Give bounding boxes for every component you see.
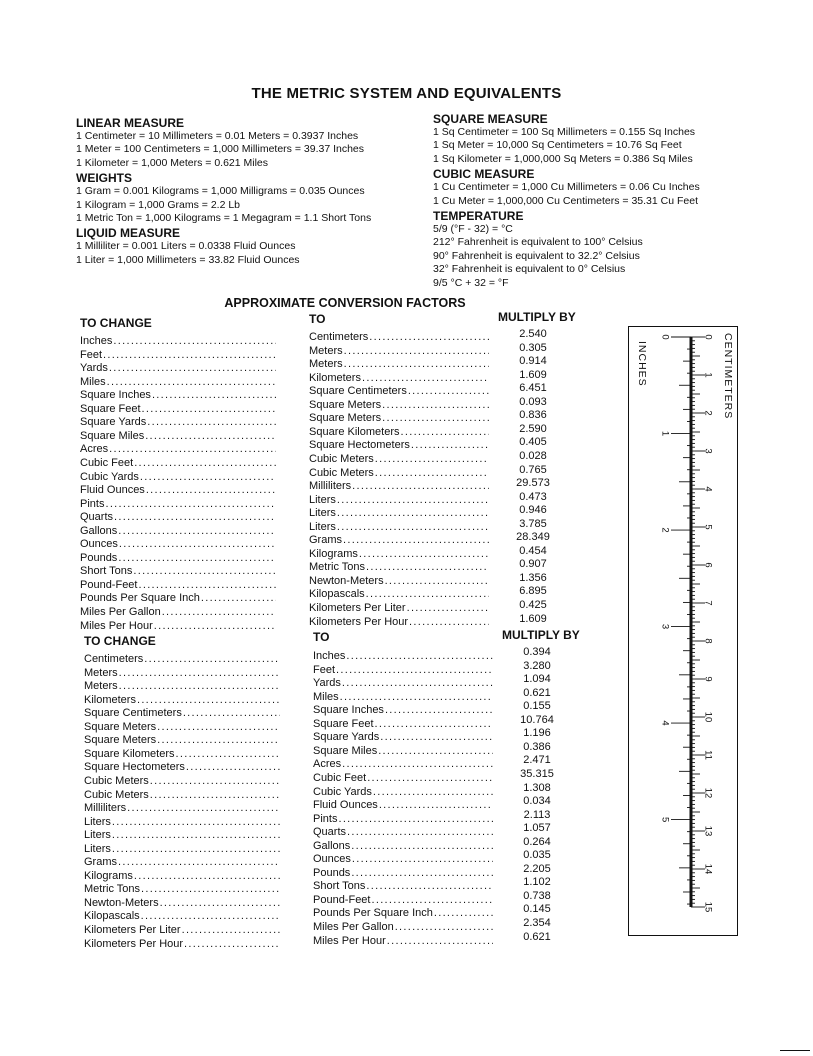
unit-from: Newton-Meters: [84, 896, 159, 909]
inch-number: 3: [659, 623, 671, 630]
unit-from: Miles Per Hour: [80, 619, 153, 632]
section-heading: CUBIC MEASURE: [433, 167, 535, 182]
cm-number: 12: [702, 787, 714, 799]
leader-dots: [375, 718, 493, 731]
table-row-from: [84, 883, 280, 896]
unit-from: Cubic Meters: [84, 774, 149, 787]
table-row-from: [84, 938, 280, 951]
unit-from: Pounds: [80, 551, 118, 564]
cm-number: 7: [702, 600, 714, 606]
unit-to: Centimeters: [309, 331, 369, 343]
unit-to: Pound-Feet: [313, 893, 371, 906]
unit-to: Kilometers Per Hour: [309, 615, 409, 628]
unit-to: Cubic Meters: [309, 452, 374, 465]
unit-to: Acres: [313, 758, 342, 771]
multiplier-value: 6.895: [519, 585, 547, 598]
leader-dots: [346, 650, 493, 663]
unit-from: Fluid Ounces: [80, 484, 145, 497]
section-heading: LIQUID MEASURE: [76, 226, 181, 241]
unit-to: Metric Tons: [309, 561, 366, 574]
unit-from: Kilograms: [84, 869, 133, 882]
page-corner-mark: [780, 1050, 810, 1051]
unit-from: Cubic Meters: [84, 788, 149, 801]
table-row-from: [84, 802, 280, 815]
unit-to: Pounds: [313, 866, 351, 879]
table-row-to: [313, 691, 493, 704]
measure-line: 9/5 °C + 32 = °F: [433, 276, 509, 289]
multiplier-value: 0.145: [523, 903, 551, 916]
measure-line: 1 Metric Ton = 1,000 Kilograms = 1 Megagram = 1.1 Short Tons: [76, 212, 372, 225]
multiplier-value: 0.621: [523, 686, 551, 699]
leader-dots: [434, 907, 493, 920]
leader-dots: [395, 921, 493, 934]
unit-from: Meters: [84, 680, 118, 693]
cm-number: 3: [702, 448, 714, 454]
leader-dots: [340, 691, 493, 704]
unit-from: Pints: [80, 497, 105, 510]
multiplier-value: 0.093: [519, 395, 547, 408]
table-row-to: [313, 664, 493, 677]
cm-number: 8: [702, 638, 714, 644]
unit-to: Liters: [309, 520, 336, 533]
unit-to: Quarts: [313, 826, 347, 839]
measure-line: 32° Fahrenheit is equivalent to 0° Celsius: [433, 263, 626, 276]
unit-from: Square Yards: [80, 416, 147, 429]
measure-line: 1 Kilogram = 1,000 Grams = 2.2 Lb: [76, 198, 241, 211]
table-row-to: [313, 826, 493, 839]
table-row-to: [313, 718, 493, 731]
table-row-to: [313, 921, 493, 934]
unit-to: Square Hectometers: [309, 439, 410, 452]
leader-dots: [119, 680, 280, 693]
measure-line: 90° Fahrenheit is equivalent to 32.2° Celsius: [433, 249, 640, 262]
inch-number: 4: [659, 720, 671, 726]
header-to-change: TO CHANGE: [80, 316, 152, 330]
leader-dots: [385, 704, 493, 717]
multiplier-value: 0.386: [523, 740, 551, 753]
unit-to: Miles: [313, 690, 339, 703]
unit-to: Inches: [313, 650, 346, 662]
cm-number: 5: [702, 524, 714, 530]
table-row-from: [84, 680, 280, 693]
leader-dots: [352, 853, 493, 866]
table-row-from: [84, 707, 280, 720]
unit-from: Square Feet: [80, 402, 141, 415]
measure-line: 5/9 (°F - 32) = °C: [433, 223, 513, 236]
unit-to: Milliliters: [309, 480, 352, 493]
table-row-to: [313, 799, 493, 812]
leader-dots: [137, 694, 280, 707]
measure-line: 1 Meter = 100 Centimeters = 1,000 Millimeters = 39.37 Inches: [76, 143, 365, 156]
inch-number: 5: [659, 816, 671, 823]
unit-from: Gallons: [80, 524, 118, 537]
unit-to: Ounces: [313, 853, 351, 866]
ruler-graphic: [629, 327, 737, 934]
table-row-to: [313, 894, 493, 907]
header-to-change: TO CHANGE: [84, 634, 156, 648]
table-row-from: [84, 775, 280, 788]
table-row-from: [84, 748, 280, 761]
leader-dots: [112, 843, 280, 856]
unit-from: Pound-Feet: [80, 578, 138, 591]
cm-number: 10: [702, 711, 714, 723]
unit-to: Square Inches: [313, 704, 384, 717]
unit-to: Fluid Ounces: [313, 799, 378, 812]
table-row-to: [313, 880, 493, 893]
multiplier-value: 1.609: [519, 368, 547, 381]
table-row-to: [313, 840, 493, 853]
unit-to: Meters: [309, 358, 343, 371]
multiplier-value: 2.540: [519, 328, 547, 340]
multiplier-value: 3.280: [523, 659, 551, 672]
unit-to: Miles Per Hour: [313, 934, 386, 947]
section-heading: LINEAR MEASURE: [76, 116, 185, 130]
unit-to: Square Feet: [313, 717, 374, 730]
unit-to: Kilograms: [309, 547, 358, 560]
leader-dots: [342, 677, 493, 690]
unit-from: Square Miles: [80, 429, 145, 442]
table-row-to: [313, 650, 493, 663]
unit-to: Newton-Meters: [309, 574, 384, 587]
leader-dots: [387, 935, 493, 948]
leader-dots: [150, 775, 280, 788]
header-multiply-by: MULTIPLY BY: [498, 310, 576, 324]
measure-line: 1 Centimeter = 10 Millimeters = 0.01 Meters = 0.3937 Inches: [76, 130, 359, 142]
unit-to: Square Miles: [313, 744, 378, 757]
table-row-from: [84, 721, 280, 734]
multiplier-value: 29.573: [516, 477, 550, 490]
unit-to: Square Meters: [309, 412, 382, 425]
table-row-to: [313, 813, 493, 826]
leader-dots: [141, 883, 280, 896]
unit-from: Meters: [84, 666, 118, 679]
multiplier-value: 2.354: [523, 917, 551, 929]
table-row-from: [84, 829, 280, 842]
unit-to: Gallons: [313, 839, 351, 852]
measure-line: 212° Fahrenheit is equivalent to 100° Celsius: [433, 236, 643, 249]
table-row-from: [84, 856, 280, 869]
unit-from: Quarts: [80, 511, 114, 524]
inch-number: 1: [659, 430, 671, 437]
unit-to: Square Yards: [313, 731, 380, 744]
multiplier-value: 0.305: [519, 341, 547, 354]
leader-dots: [380, 731, 493, 744]
section-heading: WEIGHTS: [76, 171, 132, 186]
multiplier-value: 0.473: [519, 490, 547, 503]
multiplier-value: 0.454: [519, 544, 547, 557]
multiplier-value: 0.621: [523, 930, 551, 943]
unit-from: Liters: [84, 815, 111, 828]
unit-from: Short Tons: [80, 565, 133, 578]
table-row-from: [84, 870, 280, 883]
measure-line: 1 Sq Centimeter = 100 Sq Millimeters = 0.155 Sq Inches: [433, 126, 696, 138]
unit-from: Miles: [80, 375, 106, 388]
multiplier-value: 0.765: [519, 463, 547, 476]
multiplier-value: 0.946: [519, 504, 547, 517]
unit-from: Acres: [80, 443, 109, 456]
multiplier-value: 2.590: [519, 422, 547, 435]
leader-dots: [351, 867, 493, 880]
inch-number: 2: [659, 527, 671, 533]
unit-from: Centimeters: [84, 653, 144, 665]
measure-line: 1 Kilometer = 1,000 Meters = 0.621 Miles: [76, 156, 269, 169]
header-to: TO: [309, 312, 326, 326]
leader-dots: [157, 734, 280, 747]
leader-dots: [342, 758, 493, 771]
leader-dots: [347, 826, 493, 839]
leader-dots: [176, 748, 281, 761]
inch-number: 0: [659, 334, 671, 340]
table-row-to: [313, 907, 493, 920]
table-row-from: [84, 653, 280, 666]
unit-to: Cubic Feet: [313, 771, 367, 784]
leader-dots: [351, 840, 493, 853]
centimeters-label: CENTIMETERS: [722, 333, 734, 420]
multiplier-value: 0.394: [523, 646, 551, 658]
table-row-from: [84, 924, 280, 937]
table-row-from: [84, 694, 280, 707]
leader-dots: [184, 938, 280, 951]
unit-to: Pounds Per Square Inch: [313, 907, 433, 920]
measure-line: 1 Cu Centimeter = 1,000 Cu Millimeters = 0.06 Cu Inches: [433, 181, 700, 194]
table-row-to: [313, 853, 493, 866]
multiplier-value: 0.028: [519, 449, 547, 462]
measure-line: 1 Milliliter = 0.001 Liters = 0.0338 Fluid Ounces: [76, 240, 296, 253]
leader-dots: [112, 816, 280, 829]
cm-number: 2: [702, 410, 714, 416]
leader-dots: [157, 721, 280, 734]
unit-from: Cubic Yards: [80, 470, 139, 483]
multiplier-value: 28.349: [516, 531, 550, 544]
section-heading: TEMPERATURE: [433, 209, 524, 224]
leader-dots: [183, 707, 280, 720]
unit-to: Meters: [309, 344, 343, 357]
multiplier-value: 1.308: [523, 781, 551, 794]
unit-to: Square Meters: [309, 398, 382, 411]
multiplier-value: 6.451: [519, 382, 547, 395]
cm-number: 0: [702, 334, 714, 340]
header-to: TO: [313, 630, 330, 644]
leader-dots: [379, 799, 493, 812]
inches-label: INCHES: [636, 341, 648, 387]
multiplier-value: 2.471: [523, 754, 551, 767]
multiplier-value: 0.035: [523, 849, 551, 862]
unit-from: Miles Per Gallon: [80, 606, 161, 618]
table-row-to: [313, 704, 493, 717]
unit-from: Ounces: [80, 538, 118, 551]
measure-line: 1 Sq Meter = 10,000 Sq Centimeters = 10.76 Sq Feet: [433, 139, 682, 152]
measure-line: 1 Cu Meter = 1,000,000 Cu Centimeters = 35.31 Cu Feet: [433, 194, 698, 207]
table-row-to: [313, 677, 493, 690]
table-row-from: [84, 816, 280, 829]
multiplier-value: 1.196: [523, 727, 551, 740]
unit-to: Kilopascals: [309, 588, 365, 601]
table-row-to: [313, 786, 493, 799]
unit-from: Square Meters: [84, 720, 157, 733]
leader-dots: [141, 910, 280, 923]
multiplier-value: 2.205: [523, 862, 551, 875]
unit-from: Grams: [84, 856, 117, 869]
unit-from: Kilopascals: [84, 910, 140, 923]
ruler: [628, 326, 738, 936]
unit-from: Inches: [80, 335, 113, 347]
unit-from: Yards: [80, 362, 108, 375]
table-row-from: [84, 897, 280, 910]
multiplier-value: 1.609: [519, 612, 547, 625]
cm-number: 13: [702, 825, 714, 837]
cm-number: 6: [702, 562, 714, 568]
table-row-to: [313, 772, 493, 785]
multiplier-value: 0.738: [523, 889, 551, 902]
leader-dots: [373, 786, 493, 799]
unit-from: Square Meters: [84, 734, 157, 747]
unit-to: Square Kilometers: [309, 425, 400, 438]
unit-to: Grams: [309, 534, 342, 547]
multiplier-value: 0.155: [523, 700, 551, 713]
cm-number: 11: [702, 750, 714, 760]
unit-from: Liters: [84, 829, 111, 842]
leader-dots: [119, 667, 280, 680]
unit-to: Kilometers Per Liter: [309, 602, 406, 614]
table-row-from: [84, 761, 280, 774]
conversion-title: APPROXIMATE CONVERSION FACTORS: [224, 296, 466, 310]
unit-to: Liters: [309, 493, 336, 506]
multiplier-value: 1.057: [523, 822, 551, 835]
unit-to: Square Centimeters: [309, 385, 407, 398]
multiplier-value: 0.836: [519, 409, 547, 422]
leader-dots: [336, 664, 493, 677]
measure-line: 1 Sq Kilometer = 1,000,000 Sq Meters = 0.386 Sq Miles: [433, 152, 693, 165]
multiplier-value: 1.102: [523, 876, 551, 889]
unit-to: Short Tons: [313, 880, 366, 893]
multiplier-value: 0.264: [523, 835, 551, 848]
leader-dots: [338, 813, 493, 826]
unit-to: Cubic Yards: [313, 785, 372, 798]
leader-dots: [118, 856, 280, 869]
unit-from: Kilometers Per Liter: [84, 924, 181, 936]
leader-dots: [160, 897, 280, 910]
unit-from: Square Hectometers: [84, 761, 185, 774]
unit-from: Kilometers: [84, 693, 136, 706]
leader-dots: [186, 761, 280, 774]
unit-from: Feet: [80, 348, 103, 361]
multiplier-value: 2.113: [523, 808, 551, 821]
unit-to: Feet: [313, 663, 336, 676]
unit-from: Kilometers Per Hour: [84, 937, 184, 950]
leader-dots: [134, 870, 280, 883]
table-row-to: [313, 731, 493, 744]
measure-line: 1 Liter = 1,000 Millimeters = 33.82 Fluid Ounces: [76, 253, 300, 266]
leader-dots: [378, 745, 493, 758]
measure-line: 1 Gram = 0.001 Kilograms = 1,000 Milligrams = 0.035 Ounces: [76, 185, 365, 198]
multiplier-value: 0.907: [519, 558, 547, 571]
leader-dots: [144, 653, 280, 666]
multiplier-value: 3.785: [519, 517, 547, 530]
table-row-from: [84, 667, 280, 680]
section-heading: SQUARE MEASURE: [433, 112, 548, 126]
unit-from: Cubic Feet: [80, 456, 134, 469]
unit-to: Kilometers: [309, 371, 361, 384]
unit-from: Liters: [84, 842, 111, 855]
cm-number: 15: [702, 901, 714, 913]
unit-from: Milliliters: [84, 802, 127, 815]
unit-from: Metric Tons: [84, 883, 141, 896]
table-row-from: [84, 789, 280, 802]
table-row-to: [313, 867, 493, 880]
multiplier-value: 1.356: [519, 571, 547, 584]
unit-from: Square Inches: [80, 389, 151, 402]
cm-number: 9: [702, 676, 714, 682]
leader-dots: [371, 894, 493, 907]
multiplier-value: 1.094: [523, 673, 551, 686]
multiplier-value: 0.034: [523, 795, 551, 808]
multiplier-value: 10.764: [520, 713, 554, 726]
table-row-to: [313, 758, 493, 771]
cm-number: 4: [702, 486, 714, 492]
header-multiply-by: MULTIPLY BY: [502, 628, 580, 642]
unit-to: Cubic Meters: [309, 466, 374, 479]
leader-dots: [150, 789, 280, 802]
unit-from: Pounds Per Square Inch: [80, 592, 200, 605]
multiplier-value: 35.315: [520, 767, 554, 780]
leader-dots: [182, 924, 280, 937]
table-row-to: [313, 745, 493, 758]
table-row-from: [84, 843, 280, 856]
table-row-from: [84, 910, 280, 923]
page-title: THE METRIC SYSTEM AND EQUIVALENTS: [251, 85, 562, 102]
multiplier-value: 0.405: [519, 436, 547, 449]
unit-to: Miles Per Gallon: [313, 921, 394, 933]
multiplier-value: 0.914: [519, 355, 547, 368]
table-row-from: [84, 734, 280, 747]
leader-dots: [367, 772, 493, 785]
multiplier-value: 0.425: [519, 599, 547, 611]
unit-from: Square Kilometers: [84, 747, 175, 760]
leader-dots: [127, 802, 280, 815]
leader-dots: [112, 829, 280, 842]
unit-to: Yards: [313, 677, 341, 690]
cm-number: 14: [702, 863, 714, 875]
leader-dots: [366, 880, 493, 893]
unit-to: Liters: [309, 507, 336, 520]
table-row-to: [313, 935, 493, 948]
unit-from: Square Centimeters: [84, 707, 182, 720]
unit-to: Pints: [313, 812, 338, 825]
cm-number: 1: [702, 372, 714, 378]
